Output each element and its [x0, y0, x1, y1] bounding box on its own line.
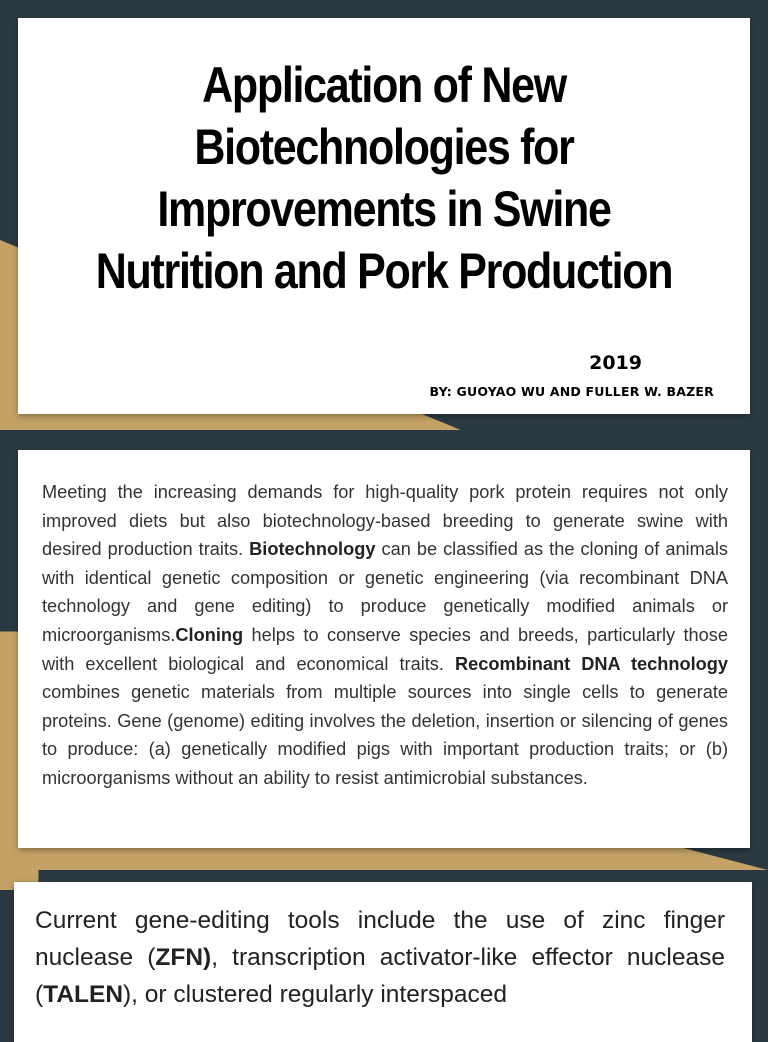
abstract-text-2: can be classified as the cloning of animals with identical genetic composition or genetic engineering (via recombinant DNA technology and gene editing) to produce genetically modified animals or microorganisms.	[42, 539, 728, 645]
abstract-paragraph	[42, 478, 728, 793]
tools-paragraph	[35, 902, 725, 1013]
term-recombinant-dna: Recombinant DNA technology	[454, 653, 728, 674]
abstract-text-1: Meeting the increasing demands for high-quality pork protein requires not only improved diets but also biotechnology-based breeding to generate swine with desired production traits.	[42, 482, 728, 560]
document-title: Application of New Biotechnologies for Improvements in Swine Nutrition and Pork Production	[95, 57, 673, 299]
tools-text-3: ), or clustered regularly interspaced	[123, 981, 508, 1008]
tools-text-1: Current gene-editing tools include the use of zinc finger nuclease (	[35, 907, 725, 971]
abstract-text-3: helps to conserve species and breeds, particularly those with excellent biological and economical traits.	[42, 624, 728, 674]
tools-text-2: , transcription activator-like effector nuclease (	[35, 944, 725, 1008]
abstract-text-4: combines genetic materials from multiple sources into single cells to generate proteins. Gene (genome) editing involves the deletion, insertion or silencing of genes to produce: (a) genetically modified pigs with important production traits; or (b) microorganisms without an ability to resist antimicrobial substances.	[42, 682, 728, 788]
term-talen: TALEN	[43, 981, 124, 1008]
term-zfn: ZFN)	[155, 944, 212, 971]
title-card	[18, 18, 750, 414]
publication-year: 2019	[589, 352, 642, 374]
abstract-card	[18, 450, 750, 848]
term-biotechnology: Biotechnology	[249, 539, 376, 560]
author-line: BY: GUOYAO WU AND FULLER W. BAZER	[429, 384, 714, 399]
gene-editing-tools-card	[14, 882, 752, 1042]
term-cloning: Cloning	[175, 624, 244, 645]
